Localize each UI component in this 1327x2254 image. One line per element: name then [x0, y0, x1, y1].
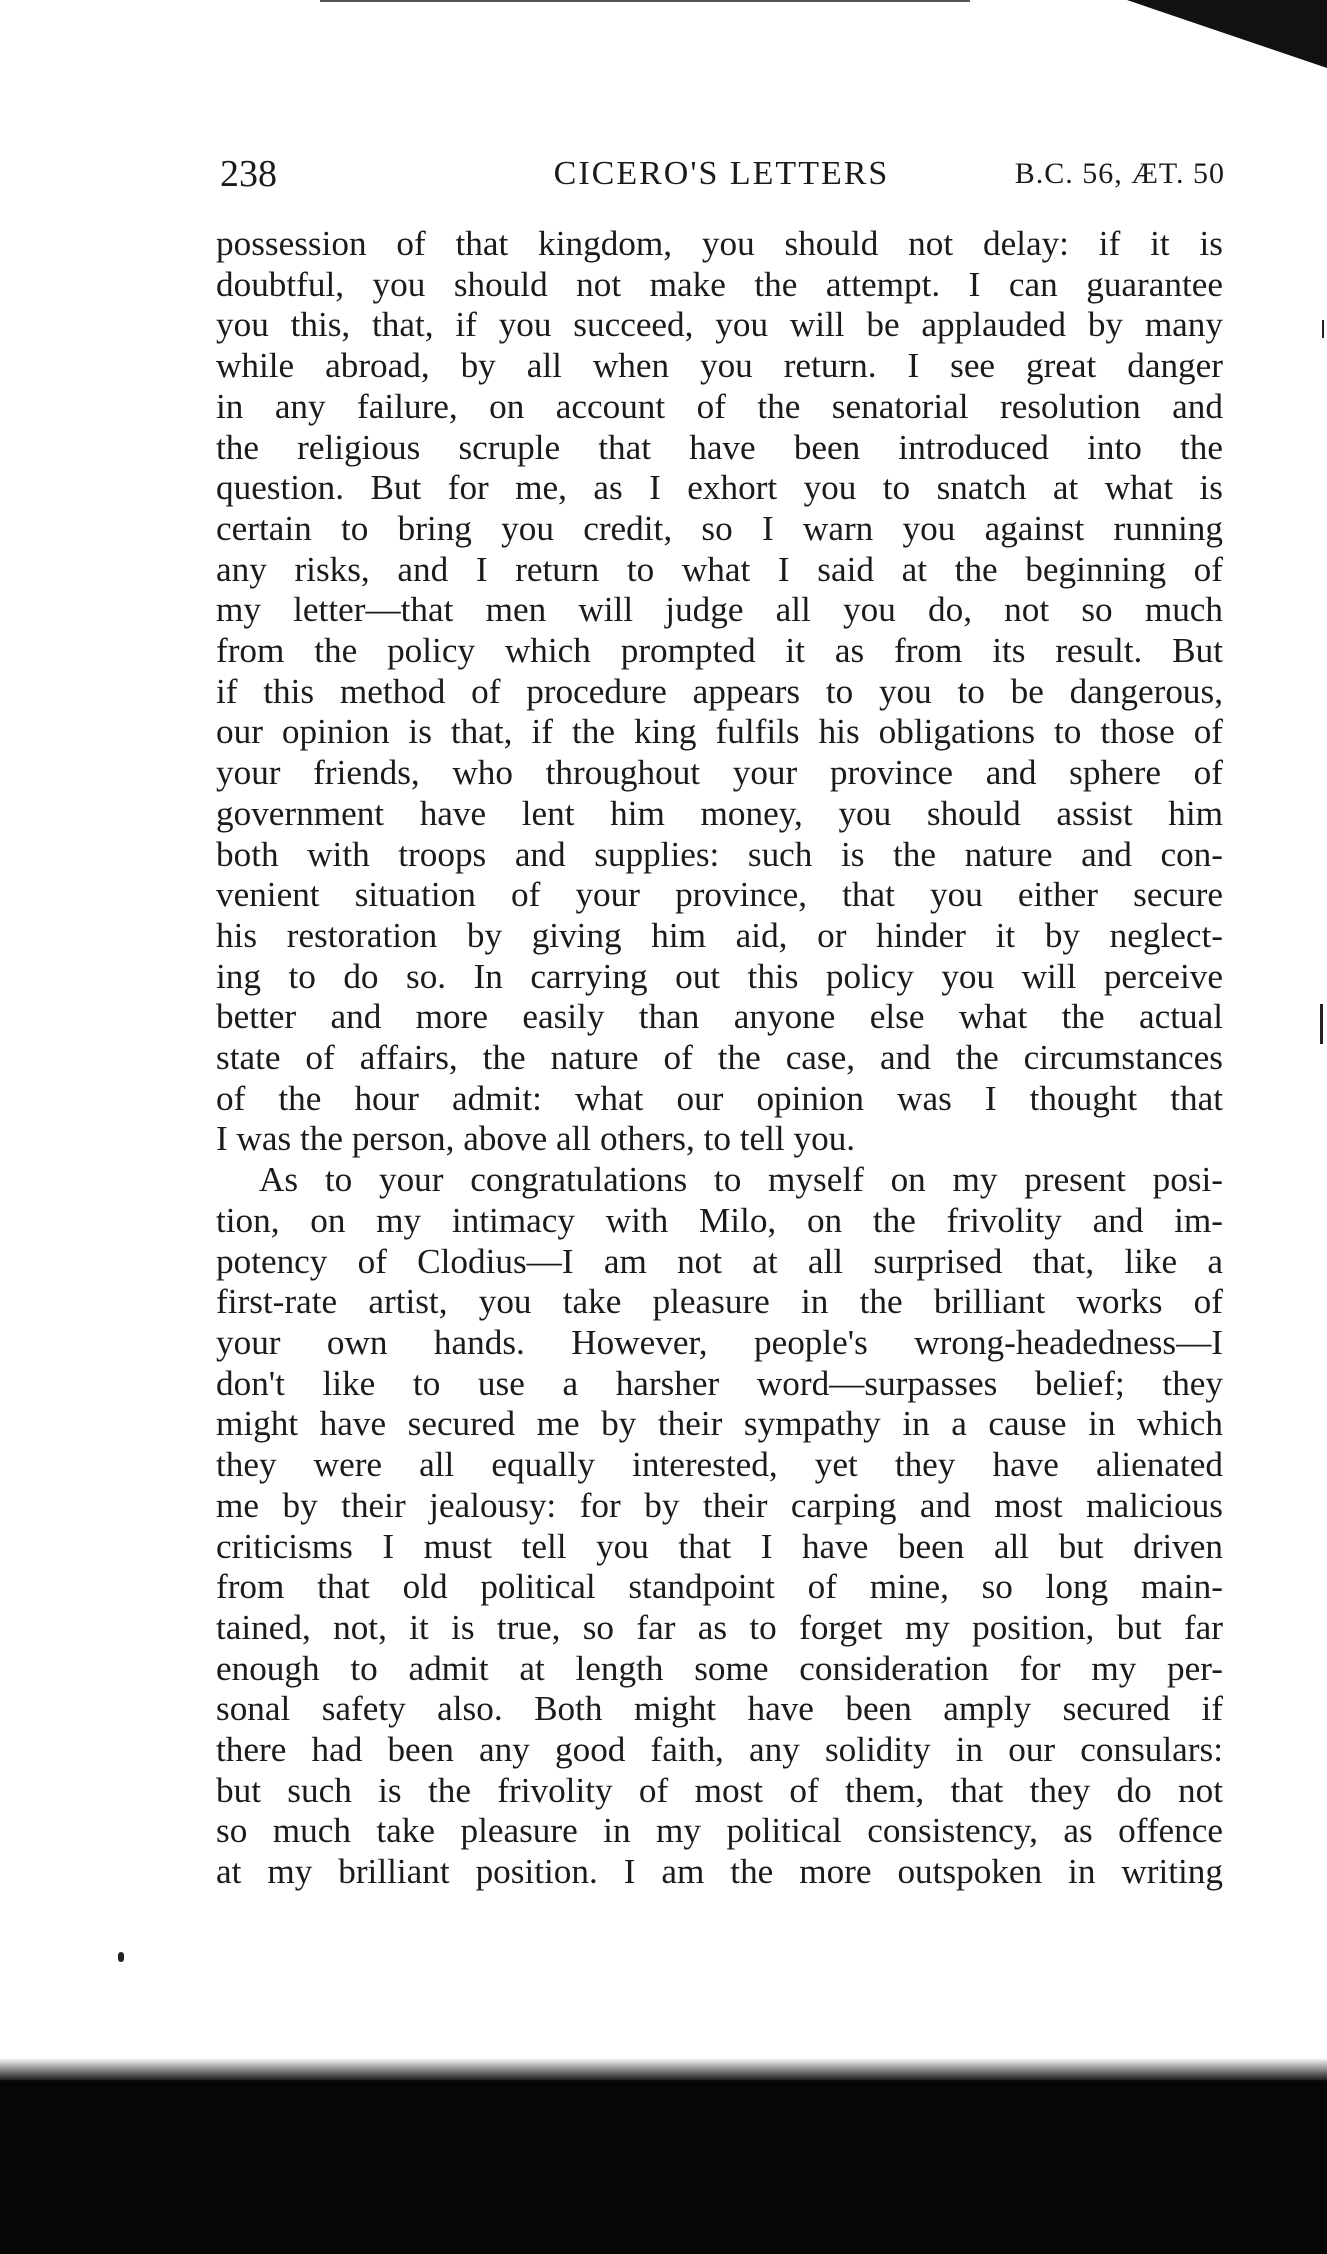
- text-line: our opinion is that, if the king fulfils his obligations to those of: [216, 712, 1223, 752]
- text-line: better and more easily than anyone else what the actual: [216, 997, 1223, 1037]
- page-number: 238: [220, 153, 277, 195]
- text-line: your own hands. However, people's wrong-headedness—I: [216, 1322, 1223, 1362]
- text-line: criticisms I must tell you that I have been all but driven: [216, 1526, 1223, 1566]
- text-line: his restoration by giving him aid, or hinder it by neglect-: [216, 915, 1223, 955]
- text-line: they were all equally interested, yet they have alienated: [216, 1445, 1223, 1485]
- text-line: possession of that kingdom, you should not delay: if it is: [216, 224, 1223, 263]
- running-title: CICERO'S LETTERS: [553, 155, 890, 192]
- text-line: potency of Clodius—I am not at all surprised that, like a: [216, 1241, 1223, 1281]
- text-line: my letter—that men will judge all you do, not so much: [216, 590, 1223, 630]
- text-line: question. But for me, as I exhort you to snatch at what is: [216, 468, 1223, 508]
- text-line: both with troops and supplies: such is the nature and con-: [216, 834, 1223, 874]
- paragraph-2: [216, 1160, 1223, 1893]
- margin-speck: [1320, 1004, 1323, 1044]
- text-line: venient situation of your province, that you either secure: [216, 875, 1223, 915]
- text-line: As to your congratulations to myself on my present posi-: [259, 1160, 1223, 1200]
- scan-corner-shadow: [1127, 0, 1327, 68]
- text-line: in any failure, on account of the senatorial resolution and: [216, 386, 1223, 426]
- text-line: first-rate artist, you take pleasure in the brilliant works of: [216, 1282, 1223, 1322]
- text-line: so much take pleasure in my political consistency, as offence: [216, 1811, 1223, 1851]
- text-line: ing to do so. In carrying out this policy you will perceive: [216, 956, 1223, 996]
- text-line: me by their jealousy: for by their carping and most malicious: [216, 1485, 1223, 1525]
- text-line: certain to bring you credit, so I warn you against running: [216, 508, 1223, 548]
- text-line: if this method of procedure appears to you to be dangerous,: [216, 671, 1223, 711]
- text-line: sonal safety also. Both might have been amply secured if: [216, 1689, 1223, 1729]
- text-line: you this, that, if you succeed, you will be applauded by many: [216, 305, 1223, 345]
- text-line: tion, on my intimacy with Milo, on the frivolity and im-: [216, 1200, 1223, 1240]
- text-line: I was the person, above all others, to tell you.: [216, 1119, 856, 1159]
- text-line: while abroad, by all when you return. I see great danger: [216, 346, 1223, 386]
- top-scan-rule: [320, 0, 970, 2]
- text-line: from the policy which prompted it as from its result. But: [216, 631, 1223, 671]
- running-head: [218, 148, 1225, 200]
- text-line: enough to admit at length some consideration for my per-: [216, 1648, 1223, 1688]
- text-line: the religious scruple that have been introduced into the: [216, 427, 1223, 467]
- text-line: don't like to use a harsher word—surpasses belief; they: [216, 1363, 1223, 1403]
- scan-bottom-shadow: [0, 2080, 1327, 2254]
- paragraph-1: [216, 224, 1223, 1160]
- text-line: there had been any good faith, any solidity in our consulars:: [216, 1730, 1223, 1770]
- text-line: tained, not, it is true, so far as to forget my position, but far: [216, 1607, 1223, 1647]
- text-body: [216, 224, 1223, 1893]
- text-line: of the hour admit: what our opinion was I thought that: [216, 1078, 1223, 1118]
- text-line: government have lent him money, you should assist him: [216, 793, 1223, 833]
- text-line: from that old political standpoint of mine, so long main-: [216, 1567, 1223, 1607]
- text-line: might have secured me by their sympathy in a cause in which: [216, 1404, 1223, 1444]
- running-date: B.C. 56, ÆT. 50: [1014, 157, 1225, 190]
- text-line: at my brilliant position. I am the more outspoken in writing: [216, 1852, 1223, 1892]
- text-line: your friends, who throughout your province and sphere of: [216, 753, 1223, 793]
- margin-speck: [118, 1952, 124, 1962]
- margin-speck: [1322, 320, 1324, 338]
- text-line: state of affairs, the nature of the case, and the circumstances: [216, 1038, 1223, 1078]
- text-line: any risks, and I return to what I said at the beginning of: [216, 549, 1223, 589]
- text-line: but such is the frivolity of most of them, that they do not: [216, 1770, 1223, 1810]
- text-line: doubtful, you should not make the attempt. I can guarantee: [216, 264, 1223, 304]
